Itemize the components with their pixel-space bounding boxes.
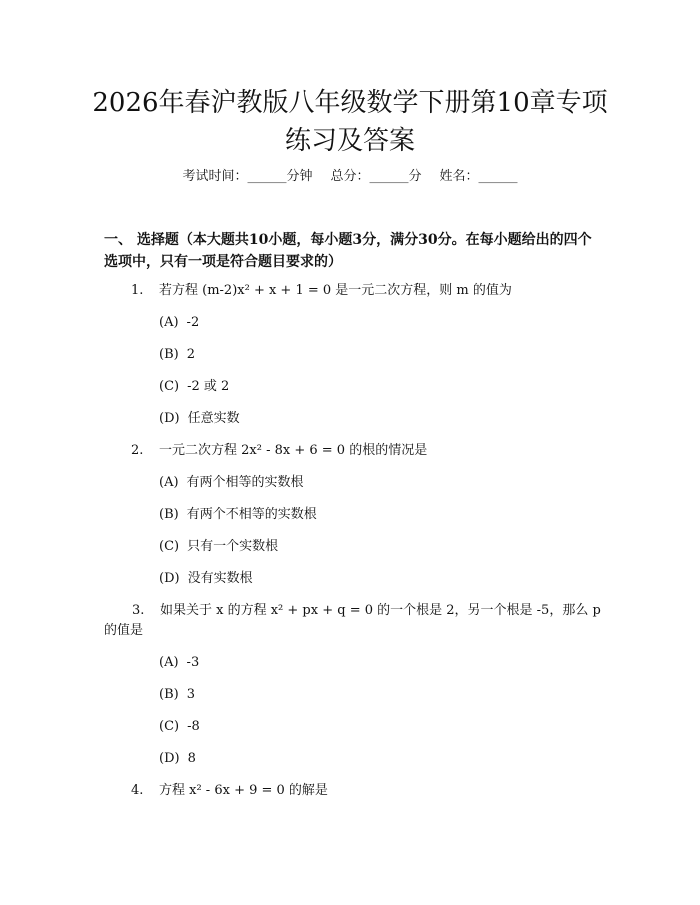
option-text: 8 [187,751,196,766]
question-1-option-b [159,345,195,365]
question-text: 若方程 (m-2)x² + x + 1 = 0 是一元二次方程，则 m 的值为 [159,283,512,298]
student-name-label: 姓名：______ [439,169,518,184]
option-text: -2 或 2 [187,379,230,394]
question-number: 4. [131,783,144,798]
option-text: -2 [186,315,200,330]
option-label: (D) [159,411,180,426]
question-3-option-a [159,653,199,673]
option-text: -3 [186,655,200,670]
option-label: (A) [159,655,179,670]
question-1 [104,281,604,301]
question-4 [104,781,604,801]
question-3-option-d [159,749,196,769]
question-1-option-c [159,377,229,397]
question-text: 如果关于 x 的方程 x² + px + q = 0 的一个根是 2，另一个根是 -5，那么 p 的值是 [104,603,601,638]
section-heading: 一、 选择题（本大题共10小题，每小题3分，满分30分。在每小题给出的四个选项中，只有一项是符合题目要求的） [104,232,592,270]
option-label: (A) [159,475,179,490]
option-text: 2 [186,347,195,362]
option-label: (D) [159,751,180,766]
exam-time-label: 考试时间：______分钟 [182,169,313,184]
question-2-option-b [159,505,317,525]
option-text: 有两个不相等的实数根 [186,507,317,522]
question-1-option-d [159,409,240,429]
question-2-option-c [159,537,278,557]
option-label: (D) [159,571,180,586]
question-1-option-a [159,313,199,333]
option-label: (C) [159,719,180,734]
question-2 [104,441,604,461]
option-label: (B) [159,347,179,362]
exam-meta [0,168,700,186]
option-text: 有两个相等的实数根 [186,475,304,490]
question-text: 方程 x² - 6x + 9 = 0 的解是 [159,783,328,798]
option-label: (A) [159,315,179,330]
option-label: (C) [159,539,180,554]
question-text: 一元二次方程 2x² - 8x + 6 = 0 的根的情况是 [159,443,428,458]
page-title: 2026年春沪教版八年级数学下册第10章专项练习及答案 [92,88,608,156]
option-text: -8 [187,719,200,734]
option-text: 3 [186,687,195,702]
total-score-label: 总分：______分 [330,169,422,184]
question-3-option-c [159,717,200,737]
option-label: (C) [159,379,180,394]
option-label: (B) [159,687,179,702]
question-2-option-a [159,473,304,493]
question-number: 1. [131,283,144,298]
question-number: 2. [131,443,144,458]
question-2-option-d [159,569,253,589]
question-3 [104,601,604,641]
option-text: 没有实数根 [187,571,253,586]
question-3-option-b [159,685,195,705]
option-text: 任意实数 [187,411,240,426]
option-text: 只有一个实数根 [187,539,279,554]
option-label: (B) [159,507,179,522]
question-number: 3. [132,603,145,618]
